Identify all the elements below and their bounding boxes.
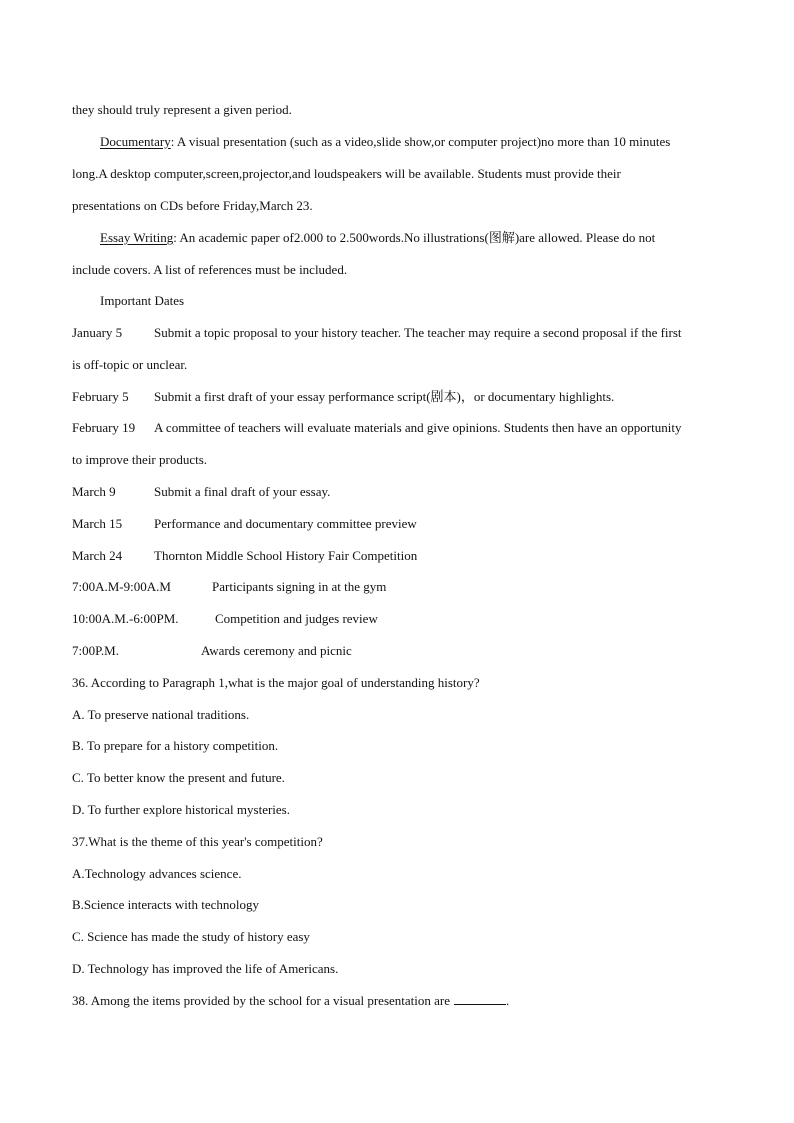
date-label: March 9: [72, 484, 116, 499]
date-label: January 5: [72, 325, 123, 340]
date-label: March 24: [72, 548, 123, 563]
question-36-option-c: C. To better know the present and future.: [72, 770, 285, 785]
date-text: Thornton Middle School History Fair Competition: [154, 548, 418, 563]
date-text: Submit a topic proposal to your history teacher. The teacher may require a second proposal if the first: [154, 325, 682, 340]
schedule-time: 7:00A.M-9:00A.M: [72, 579, 171, 594]
documentary-line-2: long.A desktop computer,screen,projector,and loudspeakers will be available. Students must provide their: [72, 166, 621, 181]
question-37-option-b: B.Science interacts with technology: [72, 897, 260, 912]
schedule-row: [72, 579, 732, 595]
question-37-stem: 37.What is the theme of this year's competition?: [72, 834, 323, 849]
documentary-line-3: presentations on CDs before Friday,March 23.: [72, 198, 313, 213]
essay-paragraph-line-1: [100, 230, 760, 246]
essay-line-2: include covers. A list of references must be included.: [72, 262, 348, 277]
essay-label: Essay Writing: [100, 230, 174, 245]
date-row-continuation: is off-topic or unclear.: [72, 357, 188, 372]
date-row: [72, 484, 732, 500]
date-text: Submit a first draft of your essay performance script(剧本)，or documentary highlights.: [154, 389, 615, 404]
date-row: [72, 516, 732, 532]
question-37-option-c: C. Science has made the study of history easy: [72, 929, 310, 944]
schedule-time: 10:00A.M.-6:00PM.: [72, 611, 179, 626]
question-36-option-d: D. To further explore historical mysteries.: [72, 802, 290, 817]
date-label: February 5: [72, 389, 129, 404]
date-row: [72, 325, 732, 341]
documentary-paragraph-line-1: [100, 134, 760, 150]
date-label: March 15: [72, 516, 123, 531]
date-row-continuation: to improve their products.: [72, 452, 208, 467]
schedule-event: Participants signing in at the gym: [212, 579, 387, 594]
question-36-option-a: A. To preserve national traditions.: [72, 707, 250, 722]
schedule-row: [72, 643, 732, 659]
date-text: A committee of teachers will evaluate materials and give opinions. Students then have an opportunity: [154, 420, 682, 435]
question-36-option-b: B. To prepare for a history competition.: [72, 738, 279, 753]
schedule-row: [72, 611, 732, 627]
question-36-stem: 36. According to Paragraph 1,what is the major goal of understanding history?: [72, 675, 480, 690]
date-text: Submit a final draft of your essay.: [154, 484, 331, 499]
question-38-stem: 38. Among the items provided by the school for a visual presentation are: [72, 993, 450, 1008]
documentary-label: Documentary: [100, 134, 171, 149]
schedule-event: Competition and judges review: [215, 611, 378, 626]
date-row: [72, 548, 732, 564]
intro-tail: they should truly represent a given period.: [72, 102, 292, 117]
date-label: February 19: [72, 420, 136, 435]
schedule-time: 7:00P.M.: [72, 643, 119, 658]
date-row: [72, 389, 732, 405]
important-dates-heading: Important Dates: [100, 293, 185, 308]
question-38-end: .: [506, 993, 510, 1008]
date-row: [72, 420, 732, 436]
essay-line-1: : An academic paper of2.000 to 2.500words.No illustrations(图解)are allowed. Please do not: [173, 230, 656, 245]
schedule-event: Awards ceremony and picnic: [201, 643, 352, 658]
question-37-option-d: D. Technology has improved the life of Americans.: [72, 961, 339, 976]
question-38-stem-line: [72, 993, 732, 1009]
answer-blank: [454, 993, 506, 1005]
documentary-line-1: : A visual presentation (such as a video,slide show,or computer project)no more than 10 minutes: [170, 134, 671, 149]
date-text: Performance and documentary committee preview: [154, 516, 417, 531]
question-37-option-a: A.Technology advances science.: [72, 866, 242, 881]
